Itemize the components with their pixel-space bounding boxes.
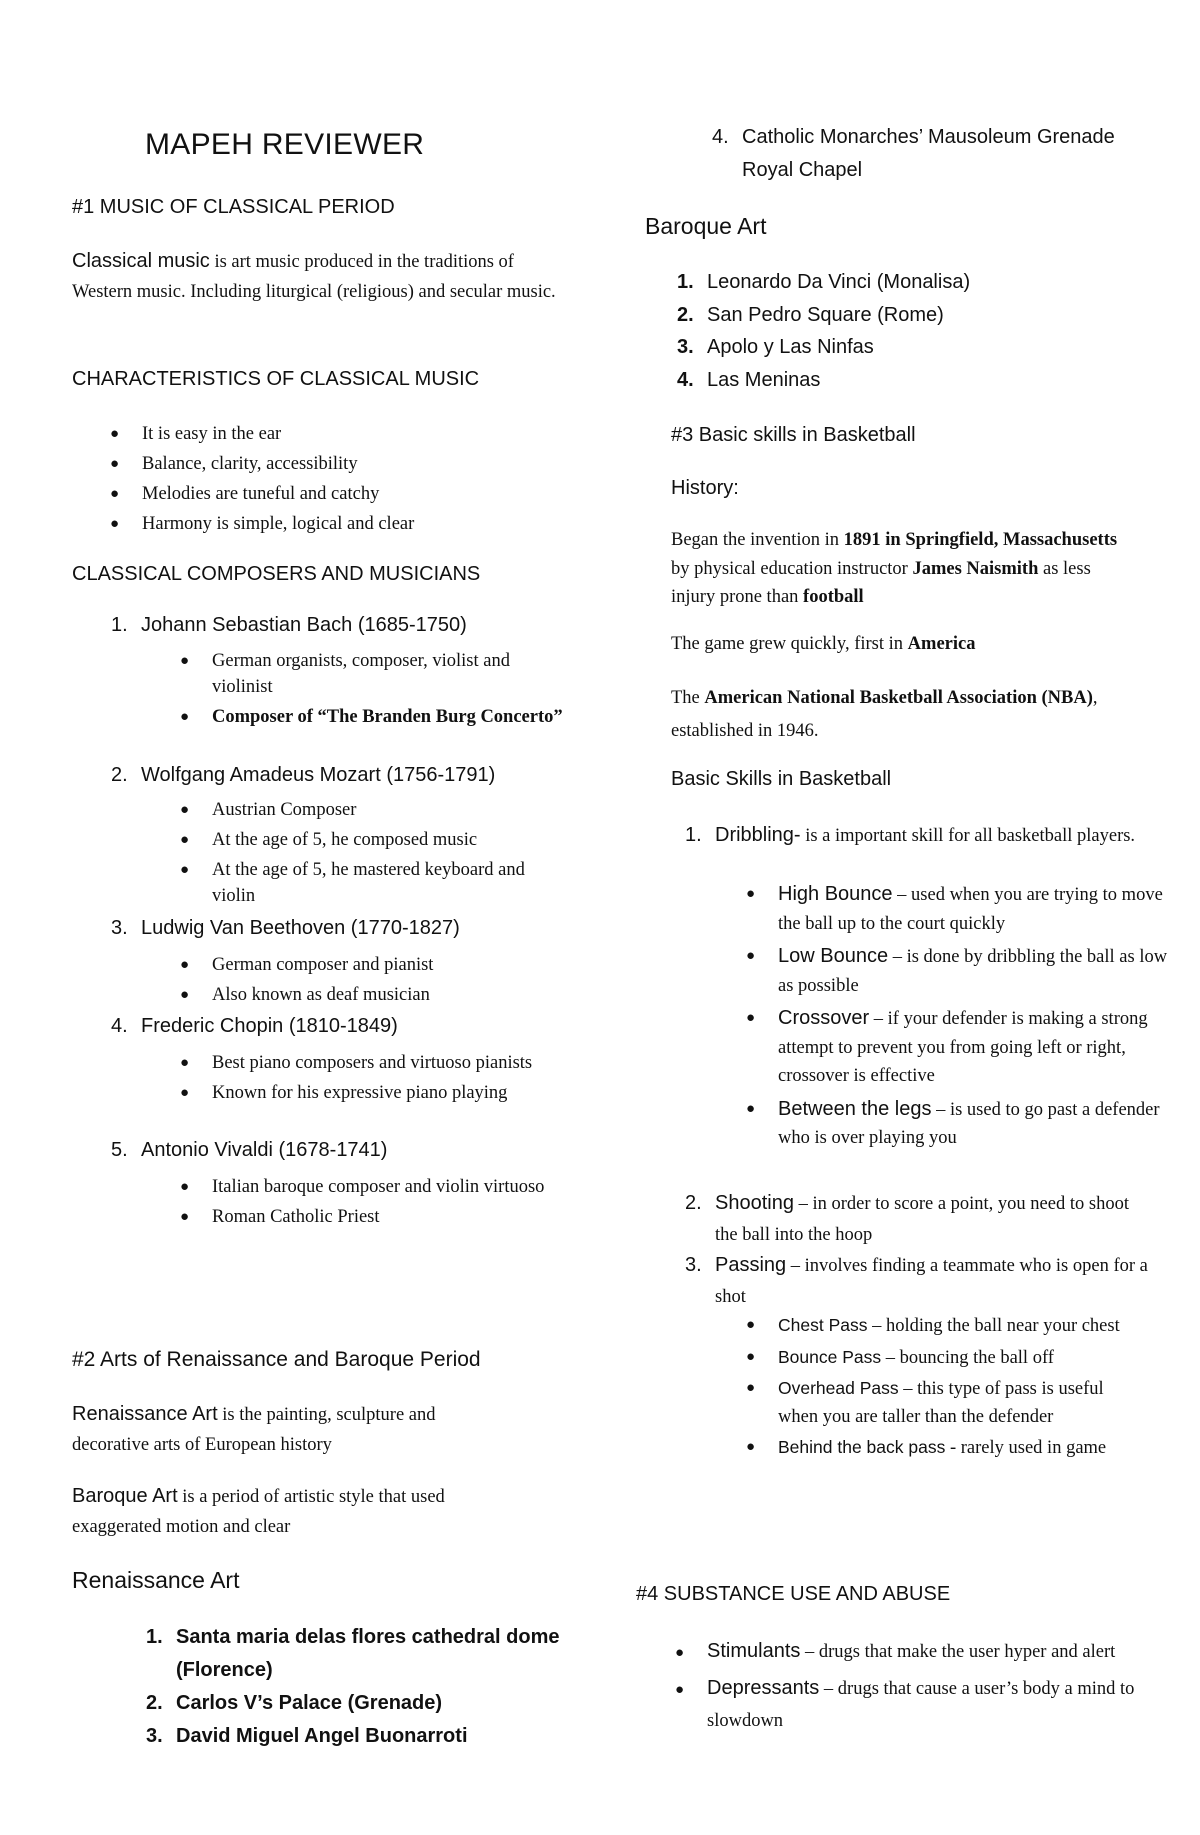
- composer-name: 2. Wolfgang Amadeus Mozart (1756-1791): [111, 764, 496, 786]
- list-item: ● Between the legs – is used to go past a defender who is over playing you: [778, 1095, 1178, 1153]
- bullet-icon: ●: [180, 1055, 190, 1071]
- list-item: ● Italian baroque composer and violin virtuoso: [212, 1174, 572, 1200]
- bullet-icon: ●: [180, 1085, 190, 1101]
- history-text: Began the invention in 1891 in Springfield, Massachusetts by physical education instructor James Naismith as less injury prone than football: [671, 530, 1118, 607]
- list-item: ● Best piano composers and virtuoso pianists: [212, 1050, 572, 1076]
- list-item: ● At the age of 5, he mastered keyboard and violin: [212, 857, 572, 909]
- bullet-icon: ●: [746, 948, 756, 964]
- baroque-definition: Baroque Art is a period of artistic style that used exaggerated motion and clear: [72, 1485, 445, 1537]
- list-item: ● German composer and pianist: [212, 952, 572, 982]
- bullet-icon: ●: [110, 486, 120, 502]
- bullet-icon: ●: [180, 1209, 190, 1225]
- bullet-icon: ●: [746, 1100, 756, 1117]
- list-item: 2. San Pedro Square (Rome): [677, 303, 944, 326]
- list-item: ● Composer of “The Branden Burg Concerto”: [212, 704, 572, 730]
- list-item: ● It is easy in the ear: [142, 421, 562, 451]
- characteristics-heading: CHARACTERISTICS OF CLASSICAL MUSIC: [72, 368, 480, 390]
- arts-heading: #2 Arts of Renaissance and Baroque Period: [72, 1348, 481, 1371]
- list-item: ● Melodies are tuneful and catchy: [142, 481, 562, 511]
- list-item: ● Stimulants – drugs that make the user hyper and alert: [707, 1635, 1147, 1668]
- dribble-types: [746, 880, 1178, 1153]
- composer-name: 4. Frederic Chopin (1810-1849): [111, 1015, 398, 1037]
- bullet-icon: ●: [180, 1179, 190, 1195]
- list-item: 3. David Miguel Angel Buonarroti: [146, 1725, 468, 1747]
- bullet-icon: ●: [180, 653, 190, 669]
- skills-heading: Basic Skills in Basketball: [671, 768, 892, 790]
- pass-types: [746, 1312, 1138, 1463]
- list-item: 4. Catholic Monarches’ Mausoleum Grenade Royal Chapel: [712, 126, 1115, 181]
- growth-text: The game grew quickly, first in America: [671, 634, 976, 654]
- music-def-term: Classical music: [72, 250, 210, 272]
- baroque-term: Baroque Art: [72, 1485, 178, 1507]
- bullet-icon: ●: [110, 456, 120, 472]
- bullet-icon: ●: [746, 1348, 756, 1365]
- page-title: MAPEH REVIEWER: [145, 128, 425, 161]
- bullet-icon: ●: [180, 832, 190, 848]
- bullet-icon: ●: [180, 802, 190, 818]
- passing-item: 3. Passing – involves finding a teammate who is open for a shot: [685, 1254, 1148, 1307]
- renaissance-list-continued: [712, 121, 1142, 187]
- list-item: ● Roman Catholic Priest: [212, 1204, 572, 1230]
- bullet-icon: ●: [180, 709, 190, 725]
- list-item: ● German organists, composer, violist and violinist: [212, 648, 572, 700]
- composer-facts: [180, 797, 572, 909]
- list-item: 3. Apolo y Las Ninfas: [677, 336, 874, 358]
- characteristics-list: [110, 421, 562, 541]
- list-item: ● Austrian Composer: [212, 797, 572, 827]
- nba-text: The American National Basketball Association (NBA), established in 1946.: [671, 688, 1098, 741]
- bullet-icon: ●: [180, 987, 190, 1003]
- baroque-list: [677, 266, 971, 396]
- music-def-text: is art music produced in the traditions of Western music. Including liturgical (religious) and secular music.: [72, 252, 556, 302]
- list-item: 1. Santa maria delas flores cathedral dome (Florence): [146, 1626, 560, 1681]
- bullet-icon: ●: [675, 1645, 685, 1661]
- dribbling-item: 1. Dribbling- is a important skill for all basketball players.: [685, 824, 1136, 846]
- list-item: ● Bounce Pass – bouncing the ball off: [778, 1344, 1138, 1373]
- list-item: ● Crossover – if your defender is making a strong attempt to prevent you from going left or right, crossover is effective: [778, 1004, 1178, 1091]
- bullet-icon: ●: [746, 1380, 756, 1396]
- bullet-icon: ●: [746, 1439, 756, 1455]
- list-item: ● Chest Pass – holding the ball near your chest: [778, 1312, 1138, 1341]
- basketball-heading: #3 Basic skills in Basketball: [671, 424, 916, 446]
- list-item: ● Known for his expressive piano playing: [212, 1080, 572, 1106]
- list-item: 1. Leonardo Da Vinci (Monalisa): [677, 271, 971, 293]
- composer-facts: [180, 648, 572, 730]
- list-item: ● Harmony is simple, logical and clear: [142, 511, 562, 541]
- composer-name: 1. Johann Sebastian Bach (1685-1750): [111, 614, 467, 636]
- music-definition: [72, 246, 572, 307]
- composer-facts: [180, 1050, 572, 1106]
- composer-name: 5. Antonio Vivaldi (1678-1741): [111, 1139, 388, 1161]
- bullet-icon: ●: [180, 957, 190, 973]
- bullet-icon: ●: [110, 426, 120, 442]
- composer-name: 3. Ludwig Van Beethoven (1770-1827): [111, 917, 460, 939]
- renaissance-list: [146, 1621, 576, 1753]
- list-item: ● At the age of 5, he composed music: [212, 827, 572, 857]
- list-item: 4. Las Meninas: [677, 368, 821, 391]
- renaissance-term: Renaissance Art: [72, 1403, 218, 1425]
- baroque-heading: Baroque Art: [645, 213, 767, 239]
- composer-facts: [180, 1174, 572, 1230]
- list-item: ● Depressants – drugs that cause a user’s body a mind to slowdown: [707, 1672, 1147, 1737]
- music-heading: #1 MUSIC OF CLASSICAL PERIOD: [72, 196, 395, 218]
- bullet-icon: ●: [675, 1682, 685, 1698]
- composer-facts: [180, 952, 572, 1008]
- list-item: ● High Bounce – used when you are trying to move the ball up to the court quickly: [778, 880, 1178, 938]
- bullet-icon: ●: [110, 516, 120, 532]
- bullet-icon: ●: [746, 1010, 756, 1026]
- composers-heading: CLASSICAL COMPOSERS AND MUSICIANS: [72, 563, 481, 585]
- renaissance-heading: Renaissance Art: [72, 1567, 240, 1593]
- substance-list: [675, 1635, 1147, 1737]
- list-item: ● Behind the back pass - rarely used in game: [778, 1434, 1138, 1463]
- substance-heading: #4 SUBSTANCE USE AND ABUSE: [636, 1583, 951, 1605]
- bullet-icon: ●: [746, 886, 756, 902]
- list-item: 2. Carlos V’s Palace (Grenade): [146, 1692, 443, 1714]
- list-item: ● Overhead Pass – this type of pass is useful when you are taller than the defender: [778, 1375, 1138, 1431]
- list-item: ● Also known as deaf musician: [212, 982, 572, 1008]
- history-label: History:: [671, 477, 739, 499]
- bullet-icon: ●: [746, 1317, 756, 1333]
- shooting-item: 2. Shooting – in order to score a point, you need to shoot the ball into the hoop: [685, 1192, 1129, 1245]
- renaissance-definition: Renaissance Art is the painting, sculpture and decorative arts of European history: [72, 1403, 436, 1455]
- bullet-icon: ●: [180, 862, 190, 878]
- list-item: ● Balance, clarity, accessibility: [142, 451, 562, 481]
- list-item: ● Low Bounce – is done by dribbling the ball as low as possible: [778, 942, 1178, 1000]
